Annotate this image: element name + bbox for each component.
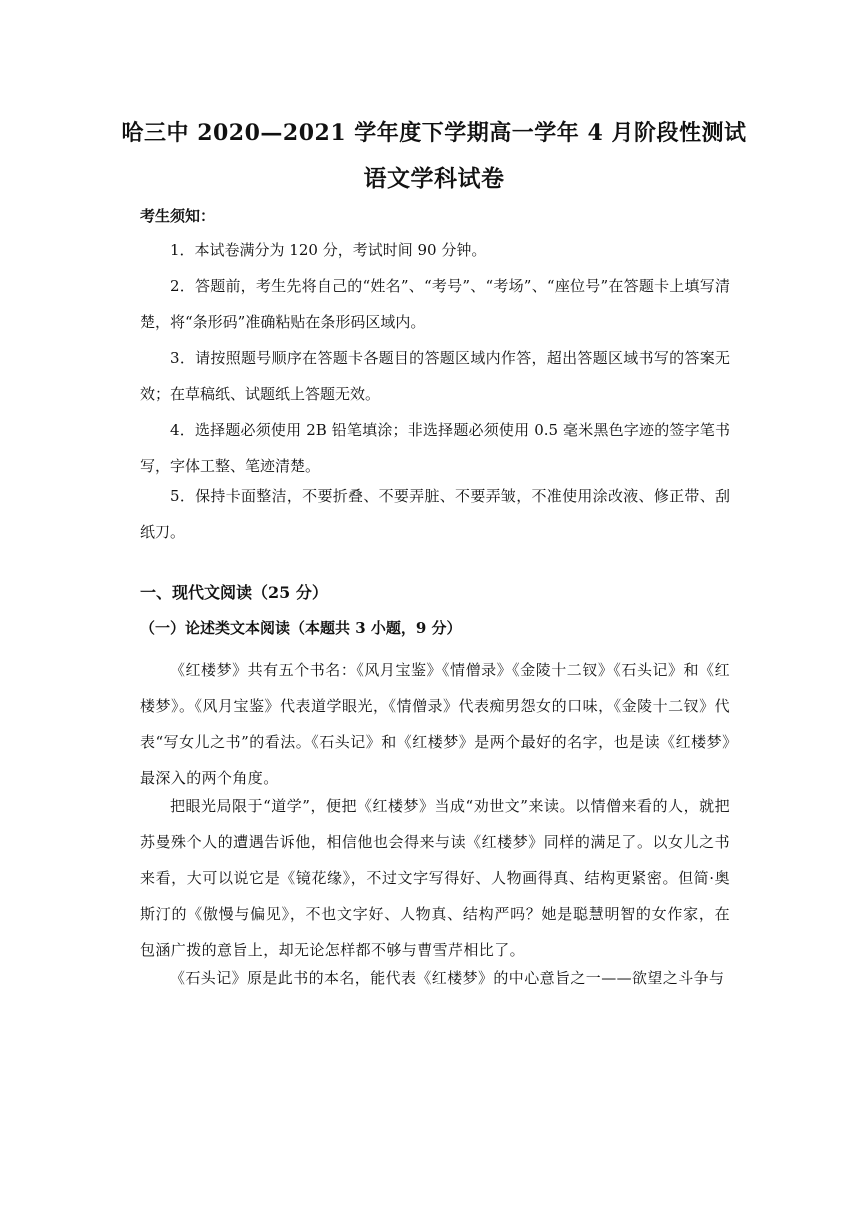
section-heading: 一、现代文阅读（25 分） bbox=[140, 583, 328, 602]
notice-item-2: 2．答题前，考生先将自己的“姓名”、“考号”、“考场”、“座位号”在答题卡上填写清楚，将“条形码”准确粘贴在条形码区域内。 bbox=[140, 277, 730, 331]
notice-heading: 考生须知： bbox=[140, 207, 216, 225]
reading-paragraph-2: 把眼光局限于“道学”，便把《红楼梦》当成“劝世文”来读。以情僧来看的人，就把苏曼殊个人的遭遇告诉他，相信他也会得来与读《红楼梦》同样的满足了。以女儿之书来看，大可以说它是《镜花缘》，不过文字写得好、人物画得真、结构更紧密。但简·奥斯汀的《傲慢与偏见》，不也文字好、人物真、结构严吗？她是聪慧明智的女作家，在包涵广拨的意旨上，却无论怎样都不够与曹雪芹相比了。 bbox=[140, 797, 730, 959]
reading-paragraph-1: 《红楼梦》共有五个书名：《风月宝鉴》《情僧录》《金陵十二钗》《石头记》和《红楼梦》。《风月宝鉴》代表道学眼光，《情僧录》代表痴男怨女的口味，《金陵十二钗》代表“写女儿之书”的看法。《石头记》和《红楼梦》是两个最好的名字，也是读《红楼梦》最深入的两个角度。 bbox=[140, 661, 730, 787]
notice-item-1: 1．本试卷满分为 120 分，考试时间 90 分钟。 bbox=[170, 241, 487, 259]
exam-title: 哈三中 2020—2021 学年度下学期高一学年 4 月阶段性测试 bbox=[121, 120, 747, 146]
notice-item-4: 4．选择题必须使用 2B 铅笔填涂；非选择题必须使用 0.5 毫米黑色字迹的签字笔书写，字体工整、笔迹清楚。 bbox=[140, 421, 730, 475]
subsection-heading: （一）论述类文本阅读（本题共 3 小题，9 分） bbox=[140, 619, 462, 637]
notice-item-3: 3．请按照题号顺序在答题卡各题目的答题区域内作答，超出答题区域书写的答案无效；在草稿纸、试题纸上答题无效。 bbox=[140, 349, 730, 403]
notice-item-5: 5．保持卡面整洁，不要折叠、不要弄脏、不要弄皱，不准使用涂改液、修正带、刮纸刀。 bbox=[140, 487, 730, 541]
exam-subtitle: 语文学科试卷 bbox=[363, 165, 505, 192]
reading-paragraph-3: 《石头记》原是此书的本名，能代表《红楼梦》的中心意旨之一——欲望之斗争与 bbox=[170, 969, 725, 987]
